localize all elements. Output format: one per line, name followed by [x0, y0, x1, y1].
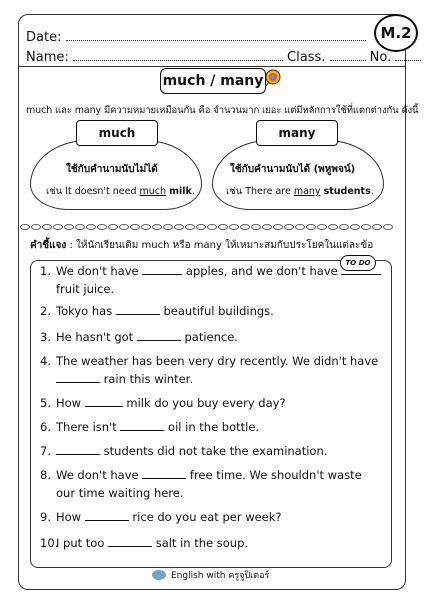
divider-loop: [185, 224, 195, 230]
answer-blank[interactable]: [85, 508, 129, 521]
much-example-end: .: [191, 186, 195, 197]
divider-loop: [163, 224, 173, 230]
much-example-prefix: เช่น It doesn't need: [46, 186, 140, 197]
question-number: 4.: [40, 354, 51, 368]
class-label: Class.: [287, 50, 326, 65]
divider-loop: [31, 224, 41, 230]
question-text: We don't have: [56, 264, 143, 278]
divider-loop: [20, 224, 30, 230]
divider-loop: [108, 224, 118, 230]
question-text: How: [56, 396, 85, 410]
answer-blank[interactable]: [137, 328, 181, 341]
question-text: oil in the bottle.: [164, 420, 260, 434]
footer-credit: English with ครูจูปิเตอร์: [171, 571, 270, 581]
divider-loop: [273, 224, 283, 230]
question-continuation: our time waiting here.: [56, 486, 184, 500]
question-number: 8.: [40, 468, 51, 482]
many-example-keyword: many: [293, 186, 321, 197]
divider-loop: [119, 224, 129, 230]
answer-blank[interactable]: [56, 370, 100, 383]
date-label: Date:: [26, 30, 62, 45]
todo-badge: TO DO: [340, 255, 376, 271]
answer-blank[interactable]: [85, 394, 123, 407]
instruction-label: คำชี้แจง: [30, 240, 67, 251]
question-text: The weather has been very dry recently. We didn't have: [56, 354, 379, 368]
divider-loop: [306, 224, 316, 230]
question-text: I put too: [56, 536, 109, 550]
question-text: rice do you eat per week?: [128, 510, 282, 524]
divider-loop: [284, 224, 294, 230]
date-field[interactable]: [66, 30, 366, 41]
question-7: [40, 442, 327, 460]
lesson-title: much / many: [160, 68, 266, 94]
divider-loop: [240, 224, 250, 230]
footer: [152, 568, 269, 582]
divider-loop: [295, 224, 305, 230]
question-text: beautiful buildings.: [159, 304, 274, 318]
divider-loop: [328, 224, 338, 230]
question-text: salt in the soup.: [152, 536, 249, 550]
header-divider: [18, 66, 406, 67]
divider-loop: [361, 224, 371, 230]
question-text: There isn't: [56, 420, 121, 434]
divider-loop: [218, 224, 228, 230]
question-continuation: rain this winter.: [100, 372, 194, 386]
divider-loop: [229, 224, 239, 230]
answer-blank[interactable]: [142, 466, 186, 479]
divider-loop: [53, 224, 63, 230]
many-example-noun: students: [323, 186, 371, 197]
divider-loop: [174, 224, 184, 230]
decorative-divider: [20, 224, 404, 232]
much-example-keyword: much: [139, 186, 167, 197]
divider-loop: [141, 224, 151, 230]
name-field[interactable]: [73, 50, 283, 61]
much-label: much: [76, 120, 158, 146]
name-row: [26, 50, 421, 65]
much-rule: ใช้กับคำนามนับไม่ได้: [66, 164, 158, 175]
divider-loop: [64, 224, 74, 230]
question-text: He hasn't got: [56, 330, 137, 344]
much-example-noun: milk: [169, 186, 192, 197]
date-row: [26, 30, 366, 45]
much-example: [46, 184, 195, 199]
question-number: 3.: [40, 330, 51, 344]
divider-loop: [130, 224, 140, 230]
question-9: [40, 508, 282, 526]
no-label: No.: [369, 50, 392, 65]
many-example: [226, 184, 374, 199]
many-rule: ใช้กับคำนามนับได้ (พหูพจน์): [230, 164, 356, 175]
question-number: 2.: [40, 304, 51, 318]
question-number: 7.: [40, 444, 51, 458]
divider-loop: [196, 224, 206, 230]
question-4: [40, 352, 378, 388]
answer-blank[interactable]: [116, 302, 160, 315]
question-continuation: fruit juice.: [56, 282, 115, 296]
question-number: 10.: [40, 536, 59, 550]
question-5: [40, 394, 286, 412]
divider-loop: [207, 224, 217, 230]
question-text: apples, and we don't have: [182, 264, 342, 278]
divider-loop: [75, 224, 85, 230]
many-label: many: [256, 120, 338, 146]
divider-loop: [262, 224, 272, 230]
class-field[interactable]: [330, 50, 366, 61]
instruction-text: : ให้นักเรียนเติม much หรือ many ให้เหมาะสมกับประโยคในแต่ละข้อ: [66, 240, 374, 251]
many-example-prefix: เช่น There are: [226, 186, 294, 197]
question-text: We don't have: [56, 468, 143, 482]
divider-loop: [251, 224, 261, 230]
question-6: [40, 418, 259, 436]
question-text: Tokyo has: [56, 304, 116, 318]
answer-blank[interactable]: [341, 262, 381, 275]
divider-loop: [42, 224, 52, 230]
answer-blank[interactable]: [120, 418, 164, 431]
question-10: [40, 534, 248, 552]
divider-loop: [86, 224, 96, 230]
level-badge: M.2: [374, 14, 418, 52]
divider-loop: [339, 224, 349, 230]
answer-blank[interactable]: [142, 262, 182, 275]
answer-blank[interactable]: [56, 442, 100, 455]
divider-loop: [152, 224, 162, 230]
divider-loop: [350, 224, 360, 230]
divider-loop: [372, 224, 382, 230]
question-8: [40, 466, 362, 502]
question-text: milk do you buy every day?: [122, 396, 286, 410]
instruction: [30, 238, 373, 253]
no-field[interactable]: [395, 50, 421, 61]
name-label: Name:: [26, 50, 69, 65]
divider-loop: [383, 224, 393, 230]
question-text: How: [56, 510, 85, 524]
lollipop-icon: [260, 68, 282, 90]
question-2: [40, 302, 274, 320]
many-example-end: .: [370, 186, 374, 197]
fish-logo-icon: [152, 570, 166, 580]
question-number: 6.: [40, 420, 51, 434]
question-3: [40, 328, 238, 346]
lesson-intro: much และ many มีความหมายเหมือนกัน คือ จำนวนมาก เยอะ แต่มีหลักการใช้ที่แตกต่างกัน ดังนี้: [26, 105, 419, 116]
question-number: 5.: [40, 396, 51, 410]
question-text: patience.: [180, 330, 238, 344]
question-number: 1.: [40, 264, 51, 278]
question-text: free time. We shouldn't waste: [186, 468, 362, 482]
question-text: students did not take the examination.: [100, 444, 328, 458]
question-1: [40, 262, 381, 298]
question-number: 9.: [40, 510, 51, 524]
answer-blank[interactable]: [108, 534, 152, 547]
divider-loop: [317, 224, 327, 230]
divider-loop: [97, 224, 107, 230]
